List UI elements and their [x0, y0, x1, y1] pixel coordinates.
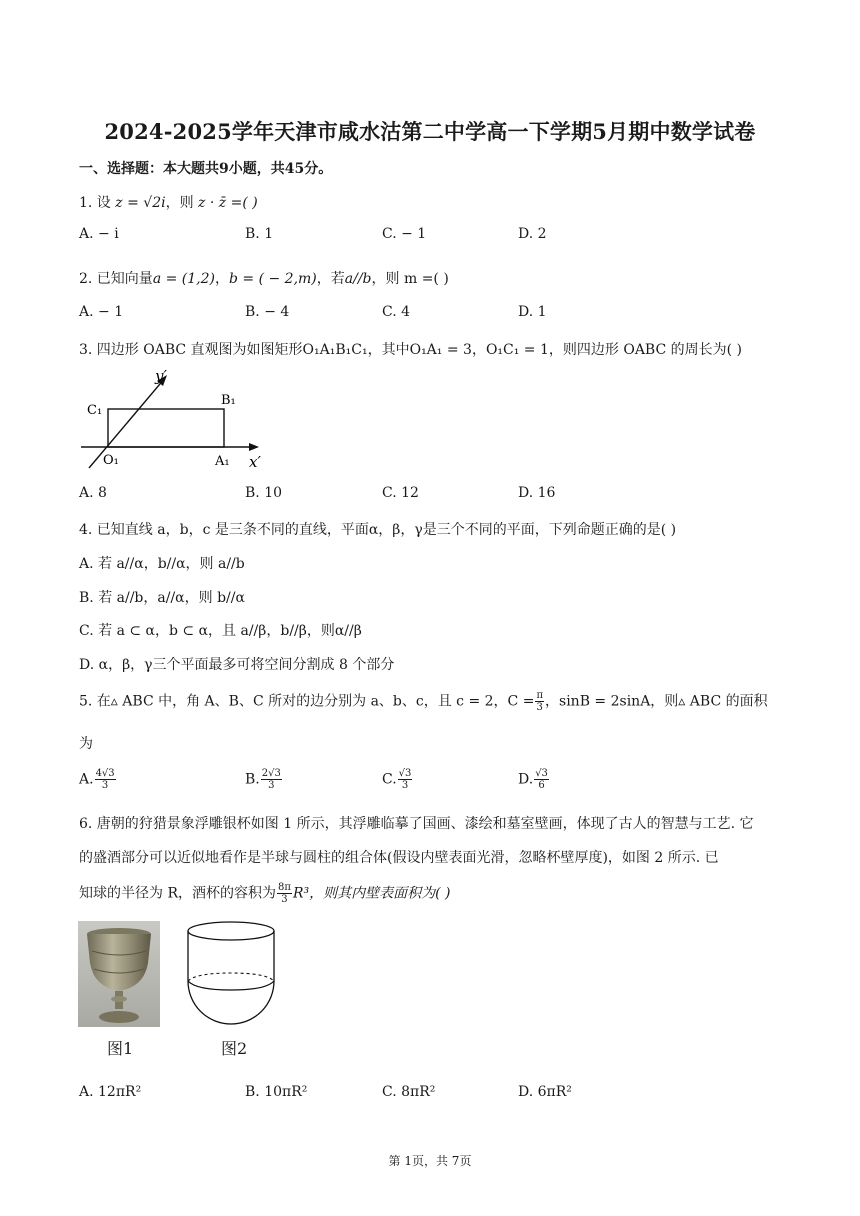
- cup-diagram: [186, 919, 278, 1027]
- question-3: 3. 四边形 OABC 直观图为如图矩形O₁A₁B₁C₁，其中O₁A₁ = 3，O₁C₁ = 1，则四边形 OABC 的周长为( ): [79, 342, 743, 358]
- q4-option-b: B. 若 a//b，a//α，则 b//α: [79, 590, 245, 606]
- q4-option-a: A. 若 a//α，b//α，则 a//b: [79, 556, 245, 572]
- page-title: 2024-2025学年天津市咸水沽第二中学高一下学期5月期中数学试卷: [104, 119, 756, 144]
- q3-option-a: A. 8: [79, 485, 107, 501]
- question-6-line-2: 的盛酒部分可以近似地看作是半球与圆柱的组合体(假设内壁表面光滑，忽略杯壁厚度)，如图 2 所示. 已: [79, 850, 719, 866]
- q3-option-b: B. 10: [245, 485, 283, 501]
- question-5-cont: 为: [79, 736, 93, 752]
- question-2: 2. 已知向量a = (1,2)，b = ( − 2,m)，若a//b，则 m =( ): [79, 271, 449, 287]
- label-a1: A₁: [215, 454, 230, 469]
- rectangle-o1a1b1c1: [108, 409, 224, 447]
- question-5: 5. 在▵ ABC 中，角 A、B、C 所对的边分别为 a、b、c，且 c = 2，C = $\frac{\pi}{3}$ ，sinB = 2sinA，则▵ ABC 的面积: [79, 690, 768, 713]
- q1-option-a: A. − i: [79, 226, 119, 242]
- x-axis-arrow: [249, 443, 259, 451]
- label-c1: C₁: [87, 403, 103, 418]
- q6-option-d: D. 6πR²: [518, 1084, 572, 1100]
- page-footer: 第 1页，共 7页: [388, 1154, 472, 1168]
- q5-option-d: D. $\frac{√3}{6}$: [518, 768, 548, 791]
- section-heading: 一、选择题：本大题共9小题，共45分。: [79, 161, 333, 177]
- fraction-pi-over-3: $\frac{\pi}{3}$: [536, 690, 544, 713]
- silver-cup-photo: [78, 921, 160, 1027]
- q5-option-a: A. $\frac{4√3}{3}$: [79, 768, 115, 791]
- q6-option-a: A. 12πR²: [79, 1084, 142, 1100]
- q3-option-d: D. 16: [518, 485, 556, 501]
- question-6-line-1: 6. 唐朝的狩猎景象浮雕银杯如图 1 所示，其浮雕临摹了国画、漆绘和墓室壁画，体现了古人的智慧与工艺. 它: [79, 816, 754, 832]
- question-1: 1. 设 z = √2i，则 z · z̄ =( ): [79, 195, 258, 211]
- q2-option-d: D. 1: [518, 304, 547, 320]
- q1-option-d: D. 2: [518, 226, 547, 242]
- q4-option-d: D. α，β，γ三个平面最多可将空间分割成 8 个部分: [79, 657, 395, 673]
- q2-option-c: C. 4: [382, 304, 411, 320]
- label-x: x′: [249, 453, 261, 471]
- label-y: y′: [155, 367, 167, 385]
- label-b1: B₁: [221, 393, 236, 408]
- q1-option-c: C. − 1: [382, 226, 427, 242]
- figure-2-label: 图2: [221, 1039, 248, 1058]
- q3-option-c: C. 12: [382, 485, 419, 501]
- q5-option-b: B. $\frac{2√3}{3}$: [245, 768, 281, 791]
- q6-option-c: C. 8πR²: [382, 1084, 436, 1100]
- q2-option-b: B. − 4: [245, 304, 290, 320]
- y-axis: [89, 378, 165, 468]
- q6-option-b: B. 10πR²: [245, 1084, 308, 1100]
- q5-option-c: C. $\frac{√3}{3}$: [382, 768, 412, 791]
- q3-figure: [79, 365, 279, 475]
- q4-option-c: C. 若 a ⊂ α，b ⊂ α，且 a//β，b//β，则α//β: [79, 623, 362, 639]
- figure-1-label: 图1: [107, 1039, 134, 1058]
- question-6-line-3: 知球的半径为 R，酒杯的容积为 $\frac{8\pi}{3}$ R³，则其内壁表面积为( ): [79, 882, 451, 905]
- question-4: 4. 已知直线 a，b，c 是三条不同的直线，平面α，β，γ是三个不同的平面，下列命题正确的是( ): [79, 522, 677, 538]
- q2-option-a: A. − 1: [79, 304, 124, 320]
- q1-option-b: B. 1: [245, 226, 274, 242]
- label-o1: O₁: [103, 453, 119, 468]
